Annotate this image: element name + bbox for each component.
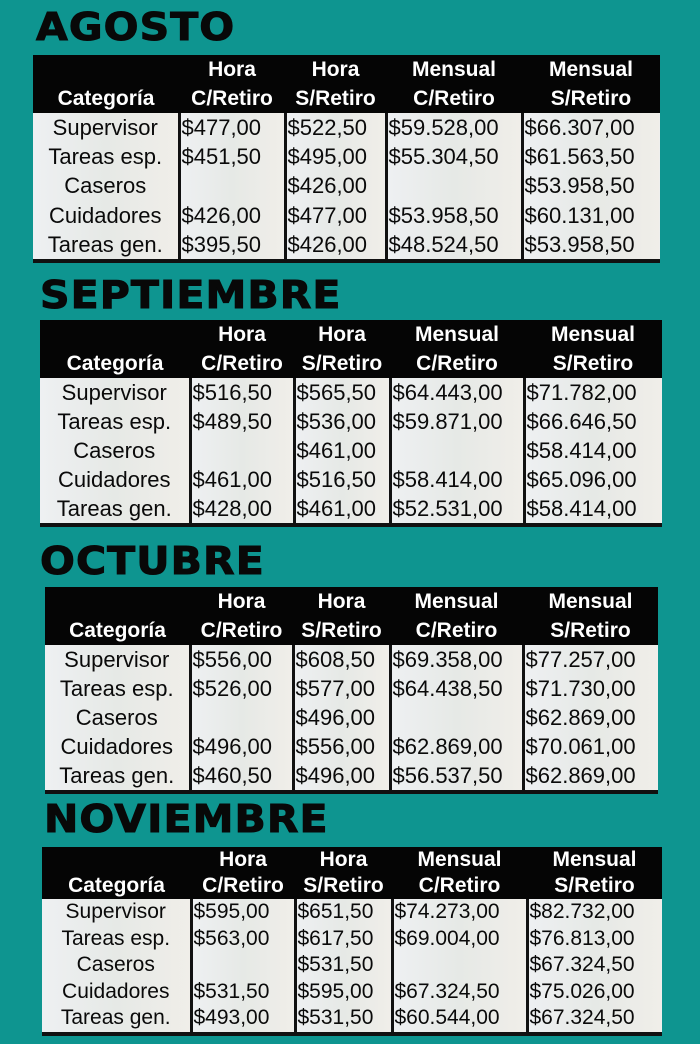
header-categoria: Categoría xyxy=(40,349,190,378)
table-row xyxy=(45,732,658,761)
mensual-s-retiro-cell: $71.730,00 xyxy=(523,674,658,703)
header-mensual-s-line1: Mensual xyxy=(524,320,662,349)
header-hora-s-line2: S/Retiro xyxy=(294,349,390,378)
categoria-cell: Tareas esp. xyxy=(42,926,191,953)
table-row xyxy=(33,230,660,261)
mensual-s-retiro-cell: $58.414,00 xyxy=(524,436,662,465)
hora-c-retiro-cell: $477,00 xyxy=(179,113,285,142)
header-row-2 xyxy=(33,84,660,113)
header-mensual-s-line2: S/Retiro xyxy=(524,349,662,378)
categoria-cell: Supervisor xyxy=(42,899,191,926)
categoria-cell: Cuidadores xyxy=(42,979,191,1006)
table-row xyxy=(40,494,662,525)
table-row xyxy=(40,436,662,465)
categoria-cell: Supervisor xyxy=(45,645,190,674)
mensual-c-retiro-cell: $55.304,50 xyxy=(386,142,522,171)
header-categoria: Categoría xyxy=(42,873,191,899)
month-title-agosto: AGOSTO xyxy=(36,5,236,49)
mensual-s-retiro-cell: $75.026,00 xyxy=(527,979,662,1006)
hora-s-retiro-cell: $617,50 xyxy=(295,926,392,953)
header-mensual-s-line1: Mensual xyxy=(527,847,662,873)
table-row xyxy=(42,926,662,953)
mensual-c-retiro-cell: $64.438,50 xyxy=(390,674,523,703)
mensual-c-retiro-cell xyxy=(392,952,527,979)
hora-s-retiro-cell: $495,00 xyxy=(285,142,386,171)
month-title-noviembre: NOVIEMBRE xyxy=(44,797,329,841)
hora-c-retiro-cell: $395,50 xyxy=(179,230,285,261)
table-row xyxy=(33,142,660,171)
header-mensual-c-line2: C/Retiro xyxy=(392,873,527,899)
mensual-c-retiro-cell: $53.958,50 xyxy=(386,201,522,230)
table-row xyxy=(45,674,658,703)
hora-s-retiro-cell: $651,50 xyxy=(295,899,392,926)
month-title-septiembre: SEPTIEMBRE xyxy=(40,273,342,317)
hora-s-retiro-cell: $496,00 xyxy=(293,703,390,732)
categoria-cell: Tareas gen. xyxy=(42,1005,191,1034)
categoria-cell: Cuidadores xyxy=(33,201,179,230)
hora-c-retiro-cell: $516,50 xyxy=(190,378,294,407)
header-hora-s-line2: S/Retiro xyxy=(295,873,392,899)
header-hora-s-line1: Hora xyxy=(293,587,390,616)
categoria-cell: Caseros xyxy=(33,171,179,200)
header-row-1 xyxy=(33,55,660,84)
table-row xyxy=(33,201,660,230)
header-mensual-c-line1: Mensual xyxy=(390,587,523,616)
categoria-cell: Tareas esp. xyxy=(40,407,190,436)
header-hora-c-line2: C/Retiro xyxy=(190,616,293,645)
hora-s-retiro-cell: $496,00 xyxy=(293,761,390,792)
hora-c-retiro-cell: $493,00 xyxy=(191,1005,295,1034)
hora-c-retiro-cell xyxy=(190,703,293,732)
hora-s-retiro-cell: $522,50 xyxy=(285,113,386,142)
header-mensual-c-line2: C/Retiro xyxy=(386,84,522,113)
hora-s-retiro-cell: $461,00 xyxy=(294,436,390,465)
categoria-cell: Cuidadores xyxy=(45,732,190,761)
salary-table-agosto xyxy=(33,55,660,263)
mensual-c-retiro-cell xyxy=(390,703,523,732)
table-row xyxy=(42,979,662,1006)
hora-c-retiro-cell xyxy=(191,952,295,979)
hora-c-retiro-cell xyxy=(179,171,285,200)
table-row xyxy=(42,952,662,979)
header-hora-c-line1: Hora xyxy=(191,847,295,873)
mensual-c-retiro-cell: $69.004,00 xyxy=(392,926,527,953)
hora-c-retiro-cell: $428,00 xyxy=(190,494,294,525)
mensual-c-retiro-cell: $64.443,00 xyxy=(390,378,524,407)
mensual-c-retiro-cell: $58.414,00 xyxy=(390,465,524,494)
hora-s-retiro-cell: $477,00 xyxy=(285,201,386,230)
hora-c-retiro-cell: $556,00 xyxy=(190,645,293,674)
mensual-s-retiro-cell: $67.324,50 xyxy=(527,952,662,979)
table-row xyxy=(45,645,658,674)
table-row xyxy=(40,407,662,436)
header-categoria-spacer xyxy=(45,587,190,616)
mensual-c-retiro-cell: $56.537,50 xyxy=(390,761,523,792)
categoria-cell: Tareas esp. xyxy=(33,142,179,171)
mensual-s-retiro-cell: $65.096,00 xyxy=(524,465,662,494)
header-hora-c-line2: C/Retiro xyxy=(179,84,285,113)
header-hora-c-line1: Hora xyxy=(179,55,285,84)
table-row xyxy=(42,899,662,926)
header-mensual-s-line2: S/Retiro xyxy=(527,873,662,899)
hora-s-retiro-cell: $556,00 xyxy=(293,732,390,761)
hora-c-retiro-cell: $595,00 xyxy=(191,899,295,926)
hora-c-retiro-cell: $563,00 xyxy=(191,926,295,953)
hora-s-retiro-cell: $536,00 xyxy=(294,407,390,436)
hora-c-retiro-cell: $461,00 xyxy=(190,465,294,494)
table-row xyxy=(33,113,660,142)
mensual-c-retiro-cell: $59.528,00 xyxy=(386,113,522,142)
categoria-cell: Tareas gen. xyxy=(45,761,190,792)
hora-c-retiro-cell: $489,50 xyxy=(190,407,294,436)
categoria-cell: Caseros xyxy=(42,952,191,979)
header-hora-c-line1: Hora xyxy=(190,587,293,616)
header-hora-c-line1: Hora xyxy=(190,320,294,349)
header-categoria: Categoría xyxy=(33,84,179,113)
header-mensual-s-line1: Mensual xyxy=(522,55,660,84)
salary-table-noviembre xyxy=(42,847,662,1036)
header-row-2 xyxy=(42,873,662,899)
mensual-c-retiro-cell: $69.358,00 xyxy=(390,645,523,674)
hora-c-retiro-cell: $460,50 xyxy=(190,761,293,792)
mensual-s-retiro-cell: $71.782,00 xyxy=(524,378,662,407)
mensual-c-retiro-cell: $60.544,00 xyxy=(392,1005,527,1034)
mensual-c-retiro-cell: $62.869,00 xyxy=(390,732,523,761)
header-mensual-s-line2: S/Retiro xyxy=(523,616,658,645)
header-mensual-s-line1: Mensual xyxy=(523,587,658,616)
header-categoria-spacer xyxy=(33,55,179,84)
hora-s-retiro-cell: $565,50 xyxy=(294,378,390,407)
mensual-s-retiro-cell: $70.061,00 xyxy=(523,732,658,761)
hora-s-retiro-cell: $531,50 xyxy=(295,952,392,979)
mensual-s-retiro-cell: $66.646,50 xyxy=(524,407,662,436)
header-hora-s-line1: Hora xyxy=(285,55,386,84)
mensual-c-retiro-cell xyxy=(390,436,524,465)
mensual-s-retiro-cell: $53.958,50 xyxy=(522,230,660,261)
hora-s-retiro-cell: $577,00 xyxy=(293,674,390,703)
table-row xyxy=(33,171,660,200)
header-mensual-c-line1: Mensual xyxy=(386,55,522,84)
month-title-octubre: OCTUBRE xyxy=(40,539,265,583)
header-mensual-s-line2: S/Retiro xyxy=(522,84,660,113)
hora-s-retiro-cell: $461,00 xyxy=(294,494,390,525)
mensual-s-retiro-cell: $76.813,00 xyxy=(527,926,662,953)
mensual-s-retiro-cell: $77.257,00 xyxy=(523,645,658,674)
header-hora-c-line2: C/Retiro xyxy=(190,349,294,378)
header-hora-c-line2: C/Retiro xyxy=(191,873,295,899)
mensual-c-retiro-cell: $52.531,00 xyxy=(390,494,524,525)
categoria-cell: Tareas esp. xyxy=(45,674,190,703)
header-mensual-c-line2: C/Retiro xyxy=(390,349,524,378)
header-row-2 xyxy=(40,349,662,378)
mensual-s-retiro-cell: $67.324,50 xyxy=(527,1005,662,1034)
mensual-c-retiro-cell xyxy=(386,171,522,200)
hora-c-retiro-cell: $526,00 xyxy=(190,674,293,703)
mensual-s-retiro-cell: $58.414,00 xyxy=(524,494,662,525)
mensual-s-retiro-cell: $60.131,00 xyxy=(522,201,660,230)
header-row-1 xyxy=(45,587,658,616)
hora-s-retiro-cell: $608,50 xyxy=(293,645,390,674)
header-hora-s-line1: Hora xyxy=(294,320,390,349)
categoria-cell: Tareas gen. xyxy=(40,494,190,525)
mensual-s-retiro-cell: $61.563,50 xyxy=(522,142,660,171)
hora-c-retiro-cell: $451,50 xyxy=(179,142,285,171)
header-categoria-spacer xyxy=(42,847,191,873)
categoria-cell: Caseros xyxy=(40,436,190,465)
header-row-2 xyxy=(45,616,658,645)
hora-s-retiro-cell: $516,50 xyxy=(294,465,390,494)
table-row xyxy=(42,1005,662,1034)
salary-table-septiembre xyxy=(40,320,662,527)
hora-c-retiro-cell: $531,50 xyxy=(191,979,295,1006)
hora-c-retiro-cell: $426,00 xyxy=(179,201,285,230)
header-row-1 xyxy=(40,320,662,349)
header-hora-s-line1: Hora xyxy=(295,847,392,873)
mensual-s-retiro-cell: $82.732,00 xyxy=(527,899,662,926)
mensual-c-retiro-cell: $48.524,50 xyxy=(386,230,522,261)
header-hora-s-line2: S/Retiro xyxy=(293,616,390,645)
mensual-s-retiro-cell: $62.869,00 xyxy=(523,703,658,732)
table-row xyxy=(40,465,662,494)
hora-c-retiro-cell: $496,00 xyxy=(190,732,293,761)
table-row xyxy=(45,703,658,732)
hora-s-retiro-cell: $426,00 xyxy=(285,171,386,200)
categoria-cell: Supervisor xyxy=(40,378,190,407)
categoria-cell: Caseros xyxy=(45,703,190,732)
header-mensual-c-line2: C/Retiro xyxy=(390,616,523,645)
hora-s-retiro-cell: $595,00 xyxy=(295,979,392,1006)
categoria-cell: Cuidadores xyxy=(40,465,190,494)
mensual-c-retiro-cell: $59.871,00 xyxy=(390,407,524,436)
mensual-s-retiro-cell: $66.307,00 xyxy=(522,113,660,142)
table-row xyxy=(45,761,658,792)
categoria-cell: Supervisor xyxy=(33,113,179,142)
hora-s-retiro-cell: $426,00 xyxy=(285,230,386,261)
header-mensual-c-line1: Mensual xyxy=(392,847,527,873)
hora-c-retiro-cell xyxy=(190,436,294,465)
header-row-1 xyxy=(42,847,662,873)
header-mensual-c-line1: Mensual xyxy=(390,320,524,349)
header-hora-s-line2: S/Retiro xyxy=(285,84,386,113)
header-categoria-spacer xyxy=(40,320,190,349)
mensual-c-retiro-cell: $67.324,50 xyxy=(392,979,527,1006)
salary-table-octubre xyxy=(45,587,658,794)
header-categoria: Categoría xyxy=(45,616,190,645)
categoria-cell: Tareas gen. xyxy=(33,230,179,261)
mensual-s-retiro-cell: $62.869,00 xyxy=(523,761,658,792)
mensual-c-retiro-cell: $74.273,00 xyxy=(392,899,527,926)
mensual-s-retiro-cell: $53.958,50 xyxy=(522,171,660,200)
table-row xyxy=(40,378,662,407)
hora-s-retiro-cell: $531,50 xyxy=(295,1005,392,1034)
